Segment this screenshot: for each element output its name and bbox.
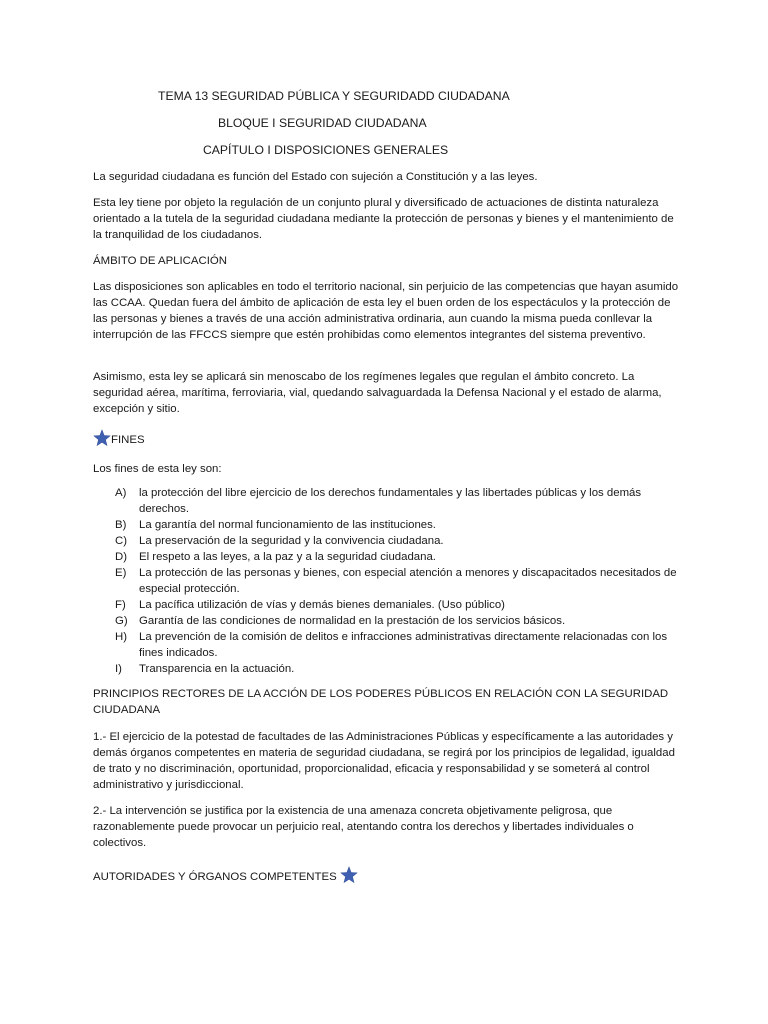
- intro-paragraph-2: Esta ley tiene por objeto la regulación de un conjunto plural y diversificado de actuaciones de distinta naturaleza orientado a la tutela de la seguridad ciudadana mediante la protección de personas y bienes y el mantenimiento de la tranquilidad de los ciudadanos.: [93, 197, 674, 241]
- star-icon: [340, 866, 358, 884]
- list-item: [93, 597, 683, 613]
- list-item-text: El respeto a las leyes, a la paz y a la seguridad ciudadana.: [139, 551, 436, 563]
- principios-paragraph-1: 1.- El ejercicio de la potestad de facultades de las Administraciones Públicas y específicamente a las autoridades y demás órganos competentes en materia de seguridad ciudadana, se regirá por los principios de legalidad, igualdad de trato y no discriminación, oportunidad, proporcionalidad, eficacia y responsabilidad y se someterá al control administrativo y jurisdiccional.: [93, 731, 675, 791]
- principios-paragraph-2: 2.- La intervención se justifica por la existencia de una amenaza concreta objetivamente peligrosa, que razonablemente puede provocar un perjuicio real, atentando contra los derechos y libertades individuales o colectivos.: [93, 805, 634, 849]
- list-item: [93, 533, 683, 549]
- list-item: [93, 613, 683, 629]
- list-item-text: Garantía de las condiciones de normalidad en la prestación de los servicios básicos.: [139, 615, 566, 627]
- list-item: [93, 517, 683, 533]
- list-item: [93, 661, 683, 677]
- list-item-text: La pacífica utilización de vías y demás bienes demaniales. (Uso público): [139, 599, 505, 611]
- list-item-text: La prevención de la comisión de delitos e infracciones administrativas directamente relacionadas con los fines indicados.: [139, 631, 668, 659]
- fines-intro: Los fines de esta ley son:: [93, 463, 222, 475]
- autoridades-title-text: AUTORIDADES Y ÓRGANOS COMPETENTES: [93, 871, 337, 883]
- list-item-text: La garantía del normal funcionamiento de las instituciones.: [139, 519, 436, 531]
- list-item: [93, 485, 683, 517]
- intro-paragraph-1: La seguridad ciudadana es función del Estado con sujeción a Constitución y a las leyes.: [93, 171, 538, 183]
- list-marker: B): [115, 519, 127, 531]
- list-marker: G): [115, 615, 128, 627]
- list-item: [93, 565, 683, 597]
- list-item: [93, 549, 683, 565]
- list-item-text: Transparencia en la actuación.: [139, 663, 295, 675]
- document-title: TEMA 13 SEGURIDAD PÚBLICA Y SEGURIDADD CIUDADANA: [158, 89, 510, 103]
- list-item: [93, 629, 683, 661]
- section-title-ambito: ÁMBITO DE APLICACIÓN: [93, 255, 227, 267]
- list-marker: E): [115, 567, 127, 579]
- fines-list: [93, 485, 683, 677]
- ambito-paragraph-2: Asimismo, esta ley se aplicará sin menoscabo de los regímenes legales que regulan el ámbito concreto. La seguridad aérea, marítima, ferroviaria, vial, quedando salvaguardada la Defensa Nacional y el estado de alarma, excepción y sitio.: [93, 371, 662, 415]
- section-title-fines: [93, 429, 683, 448]
- list-marker: F): [115, 599, 126, 611]
- list-item-text: la protección del libre ejercicio de los derechos fundamentales y las libertades públicas y los demás derechos.: [139, 487, 642, 515]
- list-item-text: La protección de las personas y bienes, con especial atención a menores y discapacitados necesitados de especial protección.: [139, 567, 677, 595]
- section-title-autoridades: [93, 866, 683, 885]
- list-marker: A): [115, 487, 127, 499]
- list-marker: H): [115, 631, 128, 643]
- chapter-heading: CAPÍTULO I DISPOSICIONES GENERALES: [203, 143, 449, 157]
- list-item-text: La preservación de la seguridad y la convivencia ciudadana.: [139, 535, 444, 547]
- section-title-principios: PRINCIPIOS RECTORES DE LA ACCIÓN DE LOS PODERES PÚBLICOS EN RELACIÓN CON LA SEGURIDAD CIUDADANA: [93, 688, 669, 716]
- star-icon: [93, 429, 111, 447]
- fines-title-text: FINES: [111, 434, 145, 446]
- list-marker: I): [115, 663, 122, 675]
- block-heading: BLOQUE I SEGURIDAD CIUDADANA: [218, 116, 427, 130]
- list-marker: D): [115, 551, 128, 563]
- ambito-paragraph-1: Las disposiciones son aplicables en todo el territorio nacional, sin perjuicio de las competencias que hayan asumido las CCAA. Quedan fuera del ámbito de aplicación de esta ley el buen orden de los espectáculos y la protección de las personas y bienes a través de una acción administrativa ordinaria, aun cuando la misma pueda conllevar la interrupción de las FFCCS siempre que estén prohibidas como elementos integrantes del sistema preventivo.: [93, 281, 679, 341]
- list-marker: C): [115, 535, 128, 547]
